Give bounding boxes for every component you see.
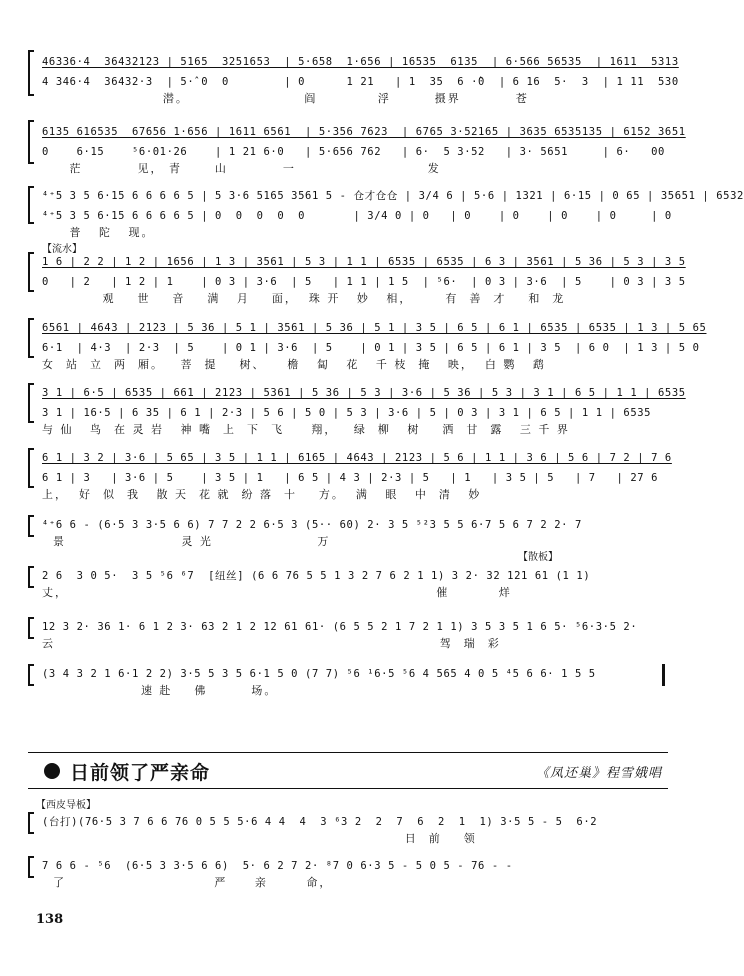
- final-barline: [662, 664, 665, 686]
- section-tag: 【散板】: [518, 552, 558, 563]
- accompaniment-staff: 4 346·4 36432·3 | 5·̂ 0 0 | 0 1 21 | 1 35 6 ·̂0 | 6 16 5· 3 | 1 11 530: [42, 76, 679, 88]
- score-system: [28, 664, 668, 700]
- melody-staff: (台打)(76·5 3 7 6 6 76 0 5 5 5·6 4 4 4 3 ⁶3 2 2 7 6 2 1 1) 3·5 5 - 5 6·2: [42, 816, 598, 828]
- score-system: [28, 383, 686, 441]
- score-system: [28, 856, 668, 892]
- piece-source: 《凤还巢》程雪娥唱: [535, 766, 662, 781]
- melody-staff: ⁴⁺5 3 5 6·15 6 6 6 6 5 | 5 3·6 5165 3561 5 - 仓才仓仓 | 3/4 6 | 5·6 | 1321 | 6·15 | 0 65 | 35651 | 6532: [42, 190, 744, 202]
- score-system: [28, 617, 668, 653]
- system-brace: [28, 448, 34, 488]
- score-system: [28, 50, 679, 105]
- accompaniment-staff: ⁴⁺5 3 5 6·15 6 6 6 6 5 | 0 0 0 0 0 | 3/4 0 | 0 | 0 | 0 | 0 | 0 | 0: [42, 210, 672, 222]
- system-brace: [28, 252, 34, 292]
- piece-title: 日前领了严亲命: [70, 762, 211, 784]
- system-brace: [28, 186, 34, 224]
- system-brace: [28, 383, 34, 423]
- lyrics-line: 云 驾 瑞 彩: [42, 637, 501, 650]
- lyrics-line: 景 灵 光 万: [42, 535, 331, 548]
- melody-staff: 6135 616535 67656 1·656 | 1611 6561 | 5·356 7623 | 6765 3·52165 | 3635 6535135 | 6152 3651: [42, 126, 686, 138]
- lyrics-line: 日 前 领: [42, 832, 477, 845]
- melody-staff: 46336·4 36432123 | 5165 3251653 | 5·658 1·656 | 16535 6135 | 6·566 56535 | 1611 5313: [42, 56, 679, 68]
- melody-staff: 7 6 6 - ⁵6 (6·5 3 3·5 6 6) 5· 6 2 7 2· ⁸7 0 6·3 5 - 5 0 5 - 76 - -: [42, 860, 513, 872]
- system-brace: [28, 318, 34, 358]
- score-system: [28, 812, 668, 848]
- melody-staff: 2 6 3 0 5· 3 5 ⁵6 ⁶7 [纽丝] (6 6 76 5 5 1 3 2 7 6 2 1 1) 3 2· 32 121 61 (1 1): [42, 570, 591, 582]
- lyrics-line: 女 站 立 两 厢。 菩 提 树、 檐 匐 花 千 枝 掩 映， 白 鹦 鹉: [42, 358, 546, 371]
- score-system: [28, 252, 686, 310]
- system-brace: [28, 566, 34, 588]
- system-brace: [28, 617, 34, 639]
- section-tag: 【流水】: [42, 244, 82, 255]
- bullet-icon: [44, 763, 60, 779]
- lyrics-line: 上， 好 似 我 散 天 花 就 纷 落 十 方。 满 眼 中 清 妙: [42, 488, 482, 501]
- accompaniment-staff: 6 1 | 3 | 3·6 | 5 | 3 5 | 1 | 6 5 | 4 3 | 2·3 | 5 | 1 | 3 5 | 5 | 7 | 27 6: [42, 472, 659, 484]
- piece-header: [28, 758, 668, 784]
- system-brace: [28, 120, 34, 164]
- score-system: [28, 566, 668, 602]
- melody-staff: 3 1 | 6·5 | 6535 | 661 | 2123 | 5361 | 5 36 | 5 3 | 3·6 | 5 36 | 5 3 | 3 1 | 6 5 | 1 1 | 6535: [42, 387, 686, 399]
- system-brace: [28, 515, 34, 537]
- melody-staff: 6 1 | 3 2 | 3·6 | 5 65 | 3 5 | 1 1 | 6165 | 4643 | 2123 | 5 6 | 1 1 | 3 6 | 5 6 | 7 2 | 7 6: [42, 452, 672, 464]
- section-tag: 【西皮导板】: [36, 800, 96, 811]
- melody-staff: (3 4 3 2 1 6·1 2 2) 3·5 5 3 5 6·1 5 0 (7 7) ⁵6 ¹6·5 ⁵6 4 565 4 0 5 ⁴5 6 6· 1 5 5: [42, 668, 596, 680]
- melody-staff: 12 3 2· 36 1· 6 1 2 3· 63 2 1 2 12 61 61· (6 5 5 2 1 7 2 1 1) 3 5 3 5 1 6 5· ⁵6·3·5 2·: [42, 621, 638, 633]
- score-system: [28, 318, 707, 376]
- accompaniment-staff: 0 | 2 | 1 2 | 1 | 0 3 | 3·6 | 5 | 1 1 | 1 5 | ⁵6· | 0 3 | 3·6 | 5 | 0 3 | 3 5: [42, 276, 686, 288]
- accompaniment-staff: 6·1 | 4·3 | 2·3 | 5 | 0 1 | 3·6 | 5 | 0 1 | 3 5 | 6 5 | 6 1 | 3 5 | 6 0 | 1 3 | 5 0: [42, 342, 700, 354]
- system-brace: [28, 50, 34, 96]
- lyrics-line: 与 仙 鸟 在 灵 岩 神 嘴 上 下 飞 翔， 绿 柳 树 洒 甘 露 三 千 界: [42, 423, 570, 436]
- lyrics-line: 茫 见， 青 山 一 发: [42, 162, 441, 175]
- score-system: [28, 120, 686, 178]
- melody-staff: 1 6 | 2 2 | 1 2 | 1656 | 1 3 | 3561 | 5 3 | 1 1 | 6535 | 6535 | 6 3 | 3561 | 5 36 | 5 3 | 3 5: [42, 256, 686, 268]
- lyrics-line: 观 世 音 满 月 面， 珠 开 妙 相， 有 善 才 和 龙: [42, 292, 566, 305]
- section-divider: [28, 788, 668, 789]
- melody-staff: 6561 | 4643 | 2123 | 5 36 | 5 1 | 3561 | 5 36 | 5 1 | 3 5 | 6 5 | 6 1 | 6535 | 6535 | 1 3 | 5 65: [42, 322, 707, 334]
- page-number: 138: [36, 912, 64, 927]
- lyrics-line: 潜。 阎 浮 摄界 苍: [42, 92, 529, 105]
- accompaniment-staff: 3 1 | 16·5 | 6 35 | 6 1 | 2·3 | 5 6 | 5 0 | 5 3 | 3·6 | 5 | 0 3 | 3 1 | 6 5 | 1 1 | 6535: [42, 407, 652, 419]
- score-system: [28, 448, 672, 506]
- section-divider: [28, 752, 668, 753]
- melody-staff: ⁴⁺6 6 - (6·5 3 3·5 6 6) 7 7 2 2 6·5 3 (5·· 60) 2· 3 5 ⁵²3 5 5 6·7 5 6 7 2 2· 7: [42, 519, 582, 531]
- score-system: [28, 186, 744, 239]
- system-brace: [28, 812, 34, 834]
- system-brace: [28, 856, 34, 878]
- lyrics-line: 速 赴 佛 场。: [42, 684, 278, 697]
- system-brace: [28, 664, 34, 686]
- lyrics-line: 丈， 催 烊: [42, 586, 512, 599]
- lyrics-line: 普 陀 现。: [42, 226, 155, 239]
- score-system: [28, 515, 668, 551]
- accompaniment-staff: 0 6·15 ⁵6·01·26 | 1 21 6·0 | 5·656 762 | 6· 5 3·52 | 3· 5651 | 6· 00: [42, 146, 665, 158]
- lyrics-line: 了 严 亲 命，: [42, 876, 333, 889]
